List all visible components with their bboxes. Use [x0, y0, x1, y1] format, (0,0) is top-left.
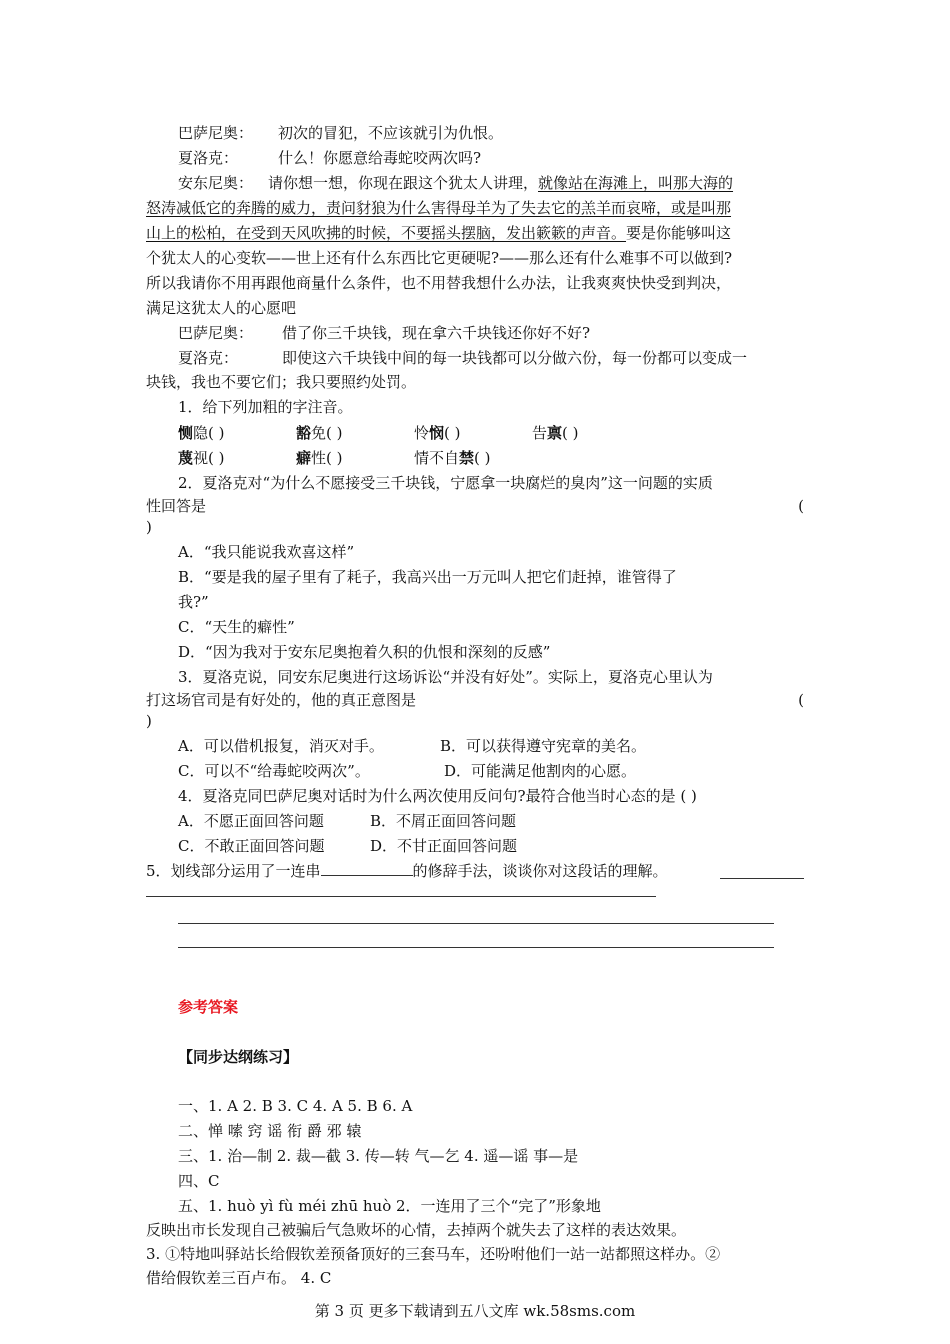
line-text: 块钱，我也不要它们；我只要照约处罚。 — [146, 373, 417, 391]
pinyin-item: 豁免( ) — [296, 424, 343, 442]
answer-line — [178, 923, 774, 924]
answer-line — [146, 896, 656, 897]
dialogue-line — [178, 148, 481, 168]
answer-paren: ) — [146, 712, 152, 730]
line-text: 个犹太人的心变软——世上还有什么东西比它更硬呢?——那么还有什么难事不可以做到? — [146, 249, 733, 267]
underlined-text: 怒涛减低它的奔腾的威力，责问豺狼为什么害得母羊为了失去它的羔羊而哀啼，或是叫那 — [146, 199, 732, 217]
pinyin-item: 恻隐( ) — [178, 424, 225, 442]
option: D．“因为我对于安东尼奥抱着久积的仇恨和深刻的反感” — [178, 643, 551, 661]
answer-row: 三、1. 治—制 2. 裁—截 3. 传—转 气—乞 4. 遥—谣 事—是 — [178, 1147, 579, 1165]
line-text: 要是你能够叫这 — [626, 224, 732, 242]
speaker: 夏洛克： — [178, 349, 239, 367]
answer-row: 一、1. A 2. B 3. C 4. A 5. B 6. A — [178, 1097, 413, 1115]
pinyin-item: 怜悯( ) — [414, 424, 461, 442]
question-2-stem: 性回答是 — [146, 497, 207, 515]
answer-row: 3. ①特地叫驿站长给假钦差预备顶好的三套马车，还吩咐他们一站一站都照这样办。② — [146, 1245, 721, 1263]
answer-line — [720, 878, 804, 879]
answers-title: 参考答案 — [178, 998, 239, 1016]
option: B．不屑正面回答问题 — [370, 812, 517, 830]
option: D．不甘正面回答问题 — [370, 837, 518, 855]
answer-row: 四、C — [178, 1172, 220, 1190]
answer-paren: ) — [146, 518, 152, 536]
answer-paren: ( — [798, 497, 804, 515]
option: C．不敢正面回答问题 — [178, 837, 325, 855]
question-3-stem: 3．夏洛克说，同安东尼奥进行这场诉讼“并没有好处”。实际上，夏洛克心里认为 — [178, 668, 713, 686]
line-text: 即使这六千块钱中间的每一块钱都可以分做六份，每一份都可以变成一 — [282, 349, 748, 367]
option: A．“我只能说我欢喜这样” — [178, 543, 355, 561]
question-4-stem: 4．夏洛克同巴萨尼奥对话时为什么两次使用反问句?最符合他当时心态的是 ( ) — [178, 787, 697, 805]
line-text: 满足这犹太人的心愿吧 — [146, 299, 297, 317]
answer-row: 二、惮 嗦 窍 谣 衔 爵 邪 辕 — [178, 1122, 362, 1140]
line-text: 初次的冒犯，不应该就引为仇恨。 — [278, 124, 504, 142]
answer-paren: ( — [798, 691, 804, 709]
option: A．不愿正面回答问题 — [178, 812, 324, 830]
question-5-stem: 5．划线部分运用了一连串 的修辞手法，谈谈你对这段话的理解。 — [146, 862, 668, 880]
speaker: 巴萨尼奥： — [178, 324, 254, 342]
pinyin-item: 癖性( ) — [296, 449, 343, 467]
question-1-stem: 1．给下列加粗的字注音。 — [178, 398, 353, 416]
option: C．“天生的癖性” — [178, 618, 295, 636]
option: B．可以获得遵守宪章的美名。 — [440, 737, 647, 755]
answers-section: 【同步达纲练习】 — [178, 1048, 299, 1066]
option: 我?” — [178, 593, 209, 611]
question-3-stem: 打这场官司是有好处的，他的真正意图是 — [146, 691, 417, 709]
page-footer: 第 3 页 更多下载请到五八文库 wk.58sms.com — [314, 1302, 636, 1320]
option: B．“要是我的屋子里有了耗子，我高兴出一万元叫人把它们赶掉，谁管得了 — [178, 568, 677, 586]
line-text: 所以我请你不用再跟他商量什么条件，也不用替我想什么办法，让我爽爽快快受到判决， — [146, 274, 732, 292]
dialogue-line — [178, 173, 733, 193]
underlined-text: 山上的松柏，在受到天风吹拂的时候，不要摇头摆脑，发出簌簌的声音。 — [146, 224, 627, 242]
answer-row: 借给假钦差三百卢布。 4. C — [146, 1269, 332, 1287]
underlined-text: 就像站在海滩上，叫那大海的 — [538, 174, 734, 192]
option: D．可能满足他割肉的心愿。 — [444, 762, 637, 780]
option: C．可以不“给毒蛇咬两次”。 — [178, 762, 370, 780]
line-text: 请你想一想，你现在跟这个犹太人讲理， — [268, 174, 539, 192]
pinyin-item: 情不自禁( ) — [414, 449, 491, 467]
pinyin-item: 蔑视( ) — [178, 449, 225, 467]
dialogue-line — [178, 348, 747, 368]
answer-row: 五、1. huò yì fù méi zhū huò 2．一连用了三个“完了”形象地 — [178, 1197, 601, 1215]
blank-line — [321, 861, 413, 876]
line-text: 借了你三千块钱，现在拿六千块钱还你好不好? — [282, 324, 591, 342]
question-2-stem: 2．夏洛克对“为什么不愿接受三千块钱，宁愿拿一块腐烂的臭肉”这一问题的实质 — [178, 474, 713, 492]
answer-line — [178, 947, 774, 948]
dialogue-line — [178, 323, 590, 343]
speaker: 安东尼奥： — [178, 174, 254, 192]
dialogue-line — [178, 123, 503, 143]
speaker: 夏洛克： — [178, 149, 239, 167]
answer-row: 反映出市长发现自己被骗后气急败坏的心情，去掉两个就失去了这样的表达效果。 — [146, 1221, 687, 1239]
line-text: 什么！你愿意给毒蛇咬两次吗? — [278, 149, 482, 167]
speaker: 巴萨尼奥： — [178, 124, 254, 142]
pinyin-item: 告禀( ) — [532, 424, 579, 442]
option: A．可以借机报复，消灭对手。 — [178, 737, 384, 755]
dialogue-line — [146, 223, 731, 243]
